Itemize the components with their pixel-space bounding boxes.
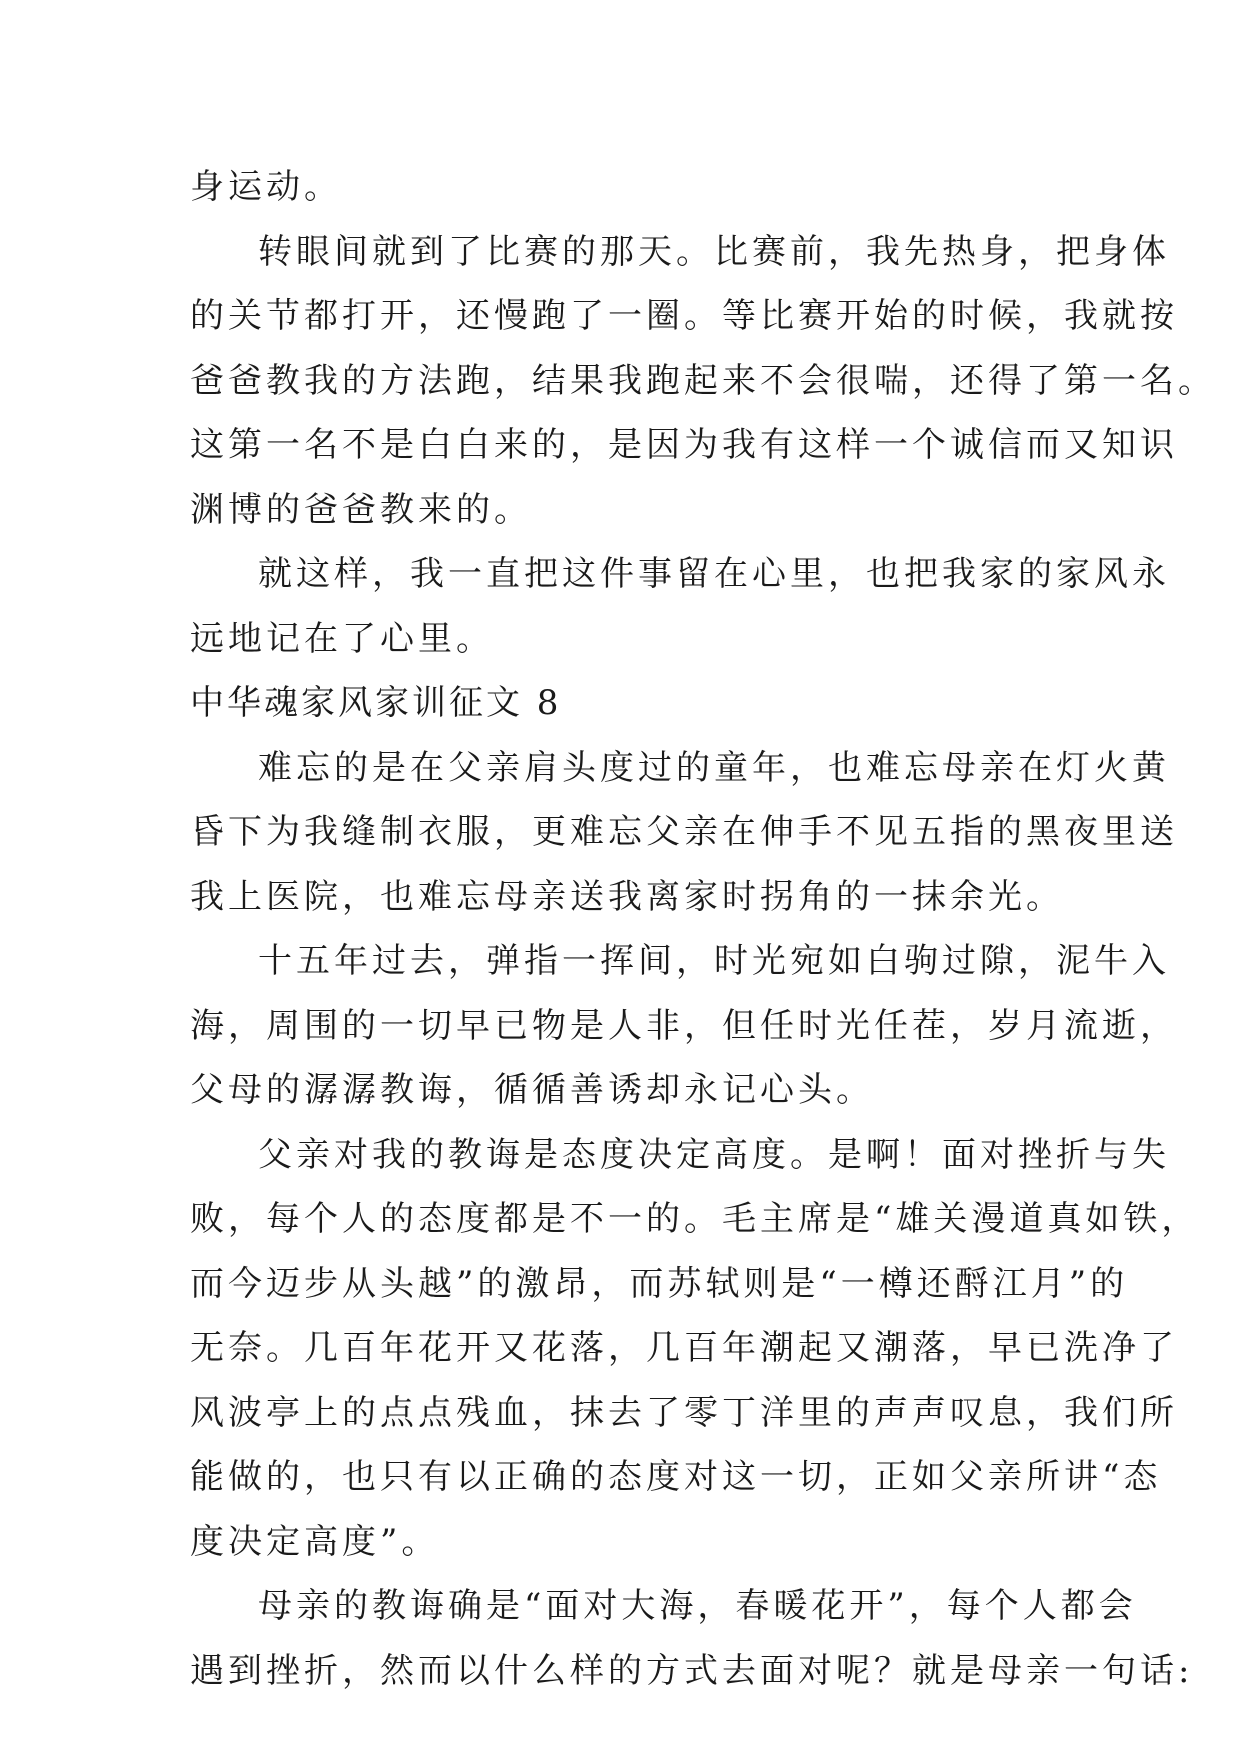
paragraph-start-line: 难忘的是在父亲肩头度过的童年，也难忘母亲在灯火黄 — [258, 747, 1170, 788]
text-line: 身运动。 — [190, 167, 342, 207]
paragraph-start-line: 母亲的教诲确是“面对大海，春暖花开”，每个人都会 — [258, 1586, 1137, 1626]
paragraph-start-line: 父亲对我的教诲是态度决定高度。是啊！面对挫折与失 — [258, 1134, 1170, 1175]
text-line: 遇到挫折，然而以什么样的方式去面对呢？就是母亲一句话: — [190, 1650, 1194, 1691]
paragraph-start-line: 就这样，我一直把这件事留在心里，也把我家的家风永 — [258, 554, 1170, 594]
paragraph-start-line: 十五年过去，弹指一挥间，时光宛如白驹过隙，泥牛入 — [258, 941, 1170, 981]
paragraph-start-line: 转眼间就到了比赛的那天。比赛前，我先热身，把身体 — [258, 231, 1170, 272]
text-line: 我上医院，也难忘母亲送我离家时拐角的一抹余光。 — [190, 876, 1064, 917]
text-line: 父母的潺潺教诲，循循善诱却永记心头。 — [190, 1070, 874, 1110]
text-line: 远地记在了心里。 — [190, 618, 494, 659]
text-line: 无奈。几百年花开又花落，几百年潮起又潮落，早已洗净了 — [190, 1328, 1178, 1368]
document-body — [190, 155, 1216, 1703]
text-line: 海，周围的一切早已物是人非，但任时光任茬，岁月流逝， — [190, 1005, 1178, 1046]
text-line: 而今迈步从头越”的激昂，而苏轼则是“一樽还酹江月”的 — [190, 1263, 1129, 1304]
text-line: 渊博的爸爸教来的。 — [190, 489, 532, 530]
text-line: 风波亭上的点点残血，抹去了零丁洋里的声声叹息，我们所 — [190, 1392, 1178, 1433]
text-line: 度决定高度”。 — [190, 1521, 440, 1562]
text-line: 昏下为我缝制衣服，更难忘父亲在伸手不见五指的黑夜里送 — [190, 812, 1178, 852]
text-line: 这第一名不是白白来的，是因为我有这样一个诚信而又知识 — [190, 425, 1178, 465]
section-heading: 中华魂家风家训征文 8 — [190, 683, 562, 723]
text-line: 能做的，也只有以正确的态度对这一切，正如父亲所讲“态 — [190, 1457, 1162, 1497]
text-line: 爸爸教我的方法跑，结果我跑起来不会很喘，还得了第一名。 — [190, 360, 1216, 401]
text-line: 败，每个人的态度都是不一的。毛主席是“雄关漫道真如铁， — [190, 1199, 1200, 1239]
text-line: 的关节都打开，还慢跑了一圈。等比赛开始的时候，我就按 — [190, 296, 1178, 336]
